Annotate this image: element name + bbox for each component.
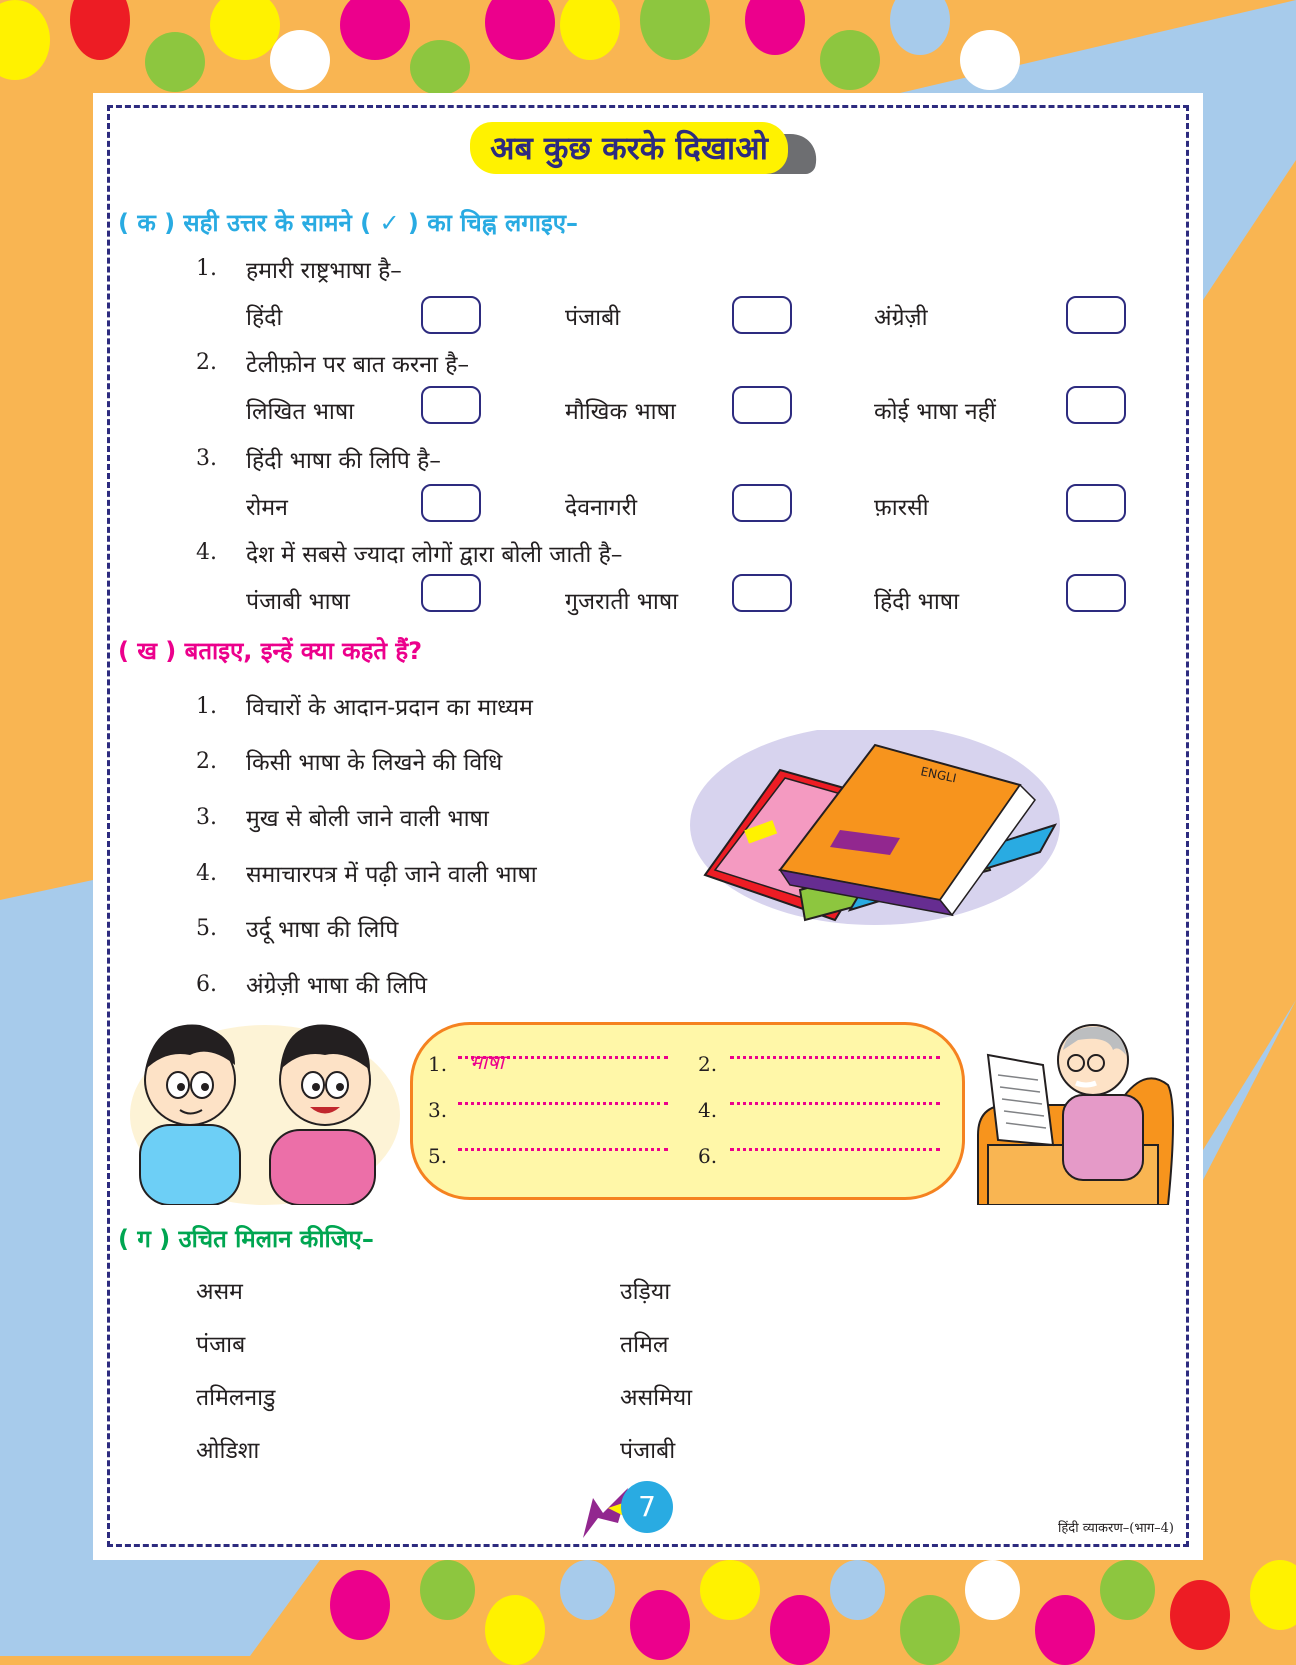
book-label: ENGLI (919, 764, 958, 786)
match-item-right[interactable]: असमिया (620, 1385, 693, 1411)
match-item-left[interactable]: असम (196, 1279, 243, 1305)
answer-checkbox[interactable] (1066, 386, 1126, 424)
answer-line[interactable] (730, 1080, 940, 1105)
option-label: अंग्रेज़ी (874, 305, 928, 331)
option-label: गुजराती भाषा (565, 589, 679, 615)
list-item: किसी भाषा के लिखने की विधि (246, 750, 503, 776)
boys-illustration (130, 1005, 400, 1205)
option-label: कोई भाषा नहीं (874, 399, 996, 425)
page-number: 7 (621, 1481, 673, 1533)
option-label: फ़ारसी (874, 495, 929, 521)
option-label: हिंदी (246, 305, 283, 331)
match-item-right[interactable]: पंजाबी (620, 1438, 676, 1464)
option-label: लिखित भाषा (246, 399, 355, 425)
answer-checkbox[interactable] (732, 296, 792, 334)
answer-checkbox[interactable] (732, 484, 792, 522)
match-item-right[interactable]: उड़िया (620, 1279, 671, 1305)
answer-line[interactable] (730, 1034, 940, 1059)
option-label: देवनागरी (565, 495, 638, 521)
answer-checkbox[interactable] (421, 484, 481, 522)
option-label: हिंदी भाषा (874, 589, 960, 615)
answer-checkbox[interactable] (421, 296, 481, 334)
page-title: अब कुछ करके दिखाओ (490, 129, 768, 167)
answer-checkbox[interactable] (1066, 484, 1126, 522)
answer-checkbox[interactable] (421, 574, 481, 612)
section-a-heading: ( क ) सही उत्तर के सामने ( ✓ ) का चिह्न लगाइए– (118, 209, 579, 237)
question-text: टेलीफ़ोन पर बात करना है– (246, 352, 470, 378)
question-text: देश में सबसे ज्यादा लोगों द्वारा बोली जाती है– (246, 542, 623, 568)
answer-text: भाषा (468, 1050, 504, 1074)
match-item-left[interactable]: ओडिशा (196, 1438, 260, 1464)
section-c-heading: ( ग ) उचित मिलान कीजिए– (118, 1225, 374, 1253)
list-item: समाचारपत्र में पढ़ी जाने वाली भाषा (246, 862, 537, 888)
option-label: रोमन (246, 495, 288, 521)
list-item: विचारों के आदान-प्रदान का माध्यम (246, 695, 533, 721)
books-illustration (690, 730, 1065, 945)
answer-checkbox[interactable] (732, 386, 792, 424)
match-item-right[interactable]: तमिल (620, 1332, 669, 1358)
list-item: उर्दू भाषा की लिपि (246, 917, 399, 943)
option-label: पंजाबी भाषा (246, 589, 350, 615)
section-b-heading: ( ख ) बताइए, इन्हें क्या कहते हैं? (118, 637, 423, 665)
answer-checkbox[interactable] (421, 386, 481, 424)
list-item: अंग्रेज़ी भाषा की लिपि (246, 973, 428, 999)
list-item: मुख से बोली जाने वाली भाषा (246, 806, 489, 832)
option-label: मौखिक भाषा (565, 399, 676, 425)
question-text: हमारी राष्ट्रभाषा है– (246, 258, 402, 284)
title-banner (470, 122, 830, 178)
footer-book-title: हिंदी व्याकरण–(भाग–4) (1058, 1521, 1174, 1536)
answer-line[interactable] (458, 1080, 668, 1105)
answer-checkbox[interactable] (1066, 574, 1126, 612)
match-item-left[interactable]: तमिलनाडु (196, 1385, 276, 1411)
answer-line[interactable] (730, 1126, 940, 1151)
answer-checkbox[interactable] (1066, 296, 1126, 334)
answer-line[interactable] (458, 1126, 668, 1151)
grandpa-reading-illustration (968, 1005, 1178, 1205)
match-item-left[interactable]: पंजाब (196, 1332, 246, 1358)
answer-checkbox[interactable] (732, 574, 792, 612)
option-label: पंजाबी (565, 305, 621, 331)
question-text: हिंदी भाषा की लिपि है– (246, 448, 441, 474)
